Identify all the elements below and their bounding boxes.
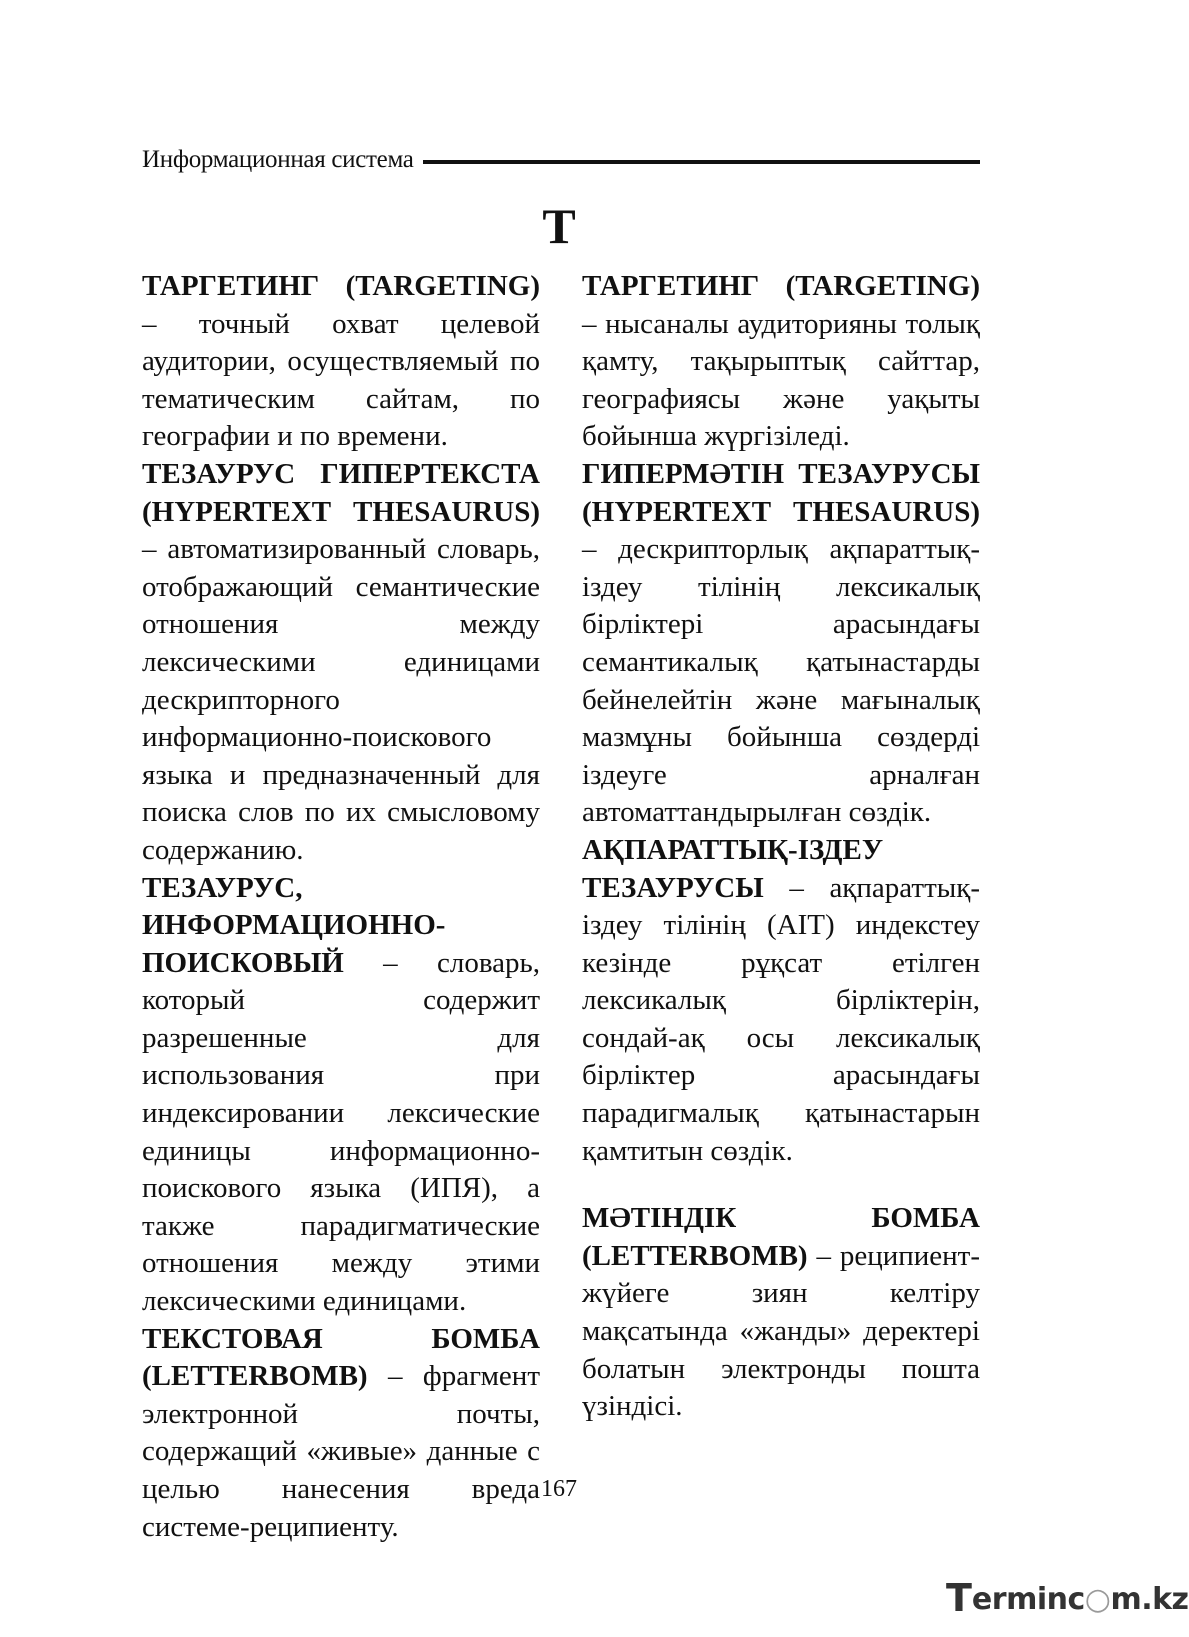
running-title: Информационная система — [142, 146, 414, 173]
glossary-entry-hypertext-thesaurus-ru — [142, 456, 540, 870]
logo-letter-t: T — [946, 1576, 972, 1620]
running-header — [142, 146, 980, 174]
entry-term: ТАРГЕТИНГ (TARGETING) — [582, 270, 980, 302]
russian-column — [142, 268, 540, 1546]
entry-term: ГИПЕРМӘТІН ТЕЗАУРУСЫ (HYPERTEXT THESAURUS) — [582, 457, 980, 528]
entry-term: ТЕЗАУРУС, ИНФОРМАЦИОННО-ПОИСКОВЫЙ — [142, 871, 446, 979]
glossary-entry-letterbomb-ru — [142, 1321, 540, 1547]
glossary-entry-targeting-ru — [142, 268, 540, 456]
glossary-entry-ir-thesaurus-ru — [142, 870, 540, 1321]
entry-definition: – ақпараттық-іздеу тілінің (АІТ) индекстеу кезінде рұқсат етілген лексикалық бірліктерін, сондай-ақ осы лексикалық бірліктер арасындағы парадигмалық қатынастарын қамтитын сөздік. — [582, 871, 980, 1167]
entry-definition: – словарь, который содержит разрешенные для использования при индексировании лексические единицы информационно-поискового языка (ИПЯ), а также парадигматические отношения между этими лексическими единицами. — [142, 946, 540, 1318]
entry-definition: – дескрипторлық ақпараттық-іздеу тілінің лексикалық бірліктері арасындағы семантикалық қатынастарды бейнелейтін және мағыналық мазмұны бойынша сөздерді іздеуге арналған автоматтандырылған сөздік. — [582, 533, 980, 829]
glossary-entry-ir-thesaurus-kk — [582, 832, 980, 1170]
entry-term: ТЕЗАУРУС ГИПЕРТЕКСТА (HYPERTEXT THESAURUS) — [142, 457, 540, 528]
kazakh-column — [582, 268, 980, 1426]
entry-definition: – автоматизированный словарь, отображающий семантические отношения между лексическими единицами дескрипторного информационно-поискового языка и предназначенный для поиска слов по их смысловому содержанию. — [142, 533, 540, 866]
page-number: 167 — [541, 1476, 577, 1502]
termincom-logo — [946, 1578, 1189, 1618]
entry-term: ТЕКСТОВАЯ БОМБА (LETTERBOMB) — [142, 1322, 540, 1393]
entry-definition: – точный охват целевой аудитории, осуществляемый по тематическим сайтам, по географии и по времени. — [142, 307, 540, 453]
header-rule — [423, 160, 980, 164]
glossary-entry-targeting-kk — [582, 268, 980, 456]
entry-term: МӘТІНДІК БОМБА (LETTERBOMB) — [582, 1202, 980, 1272]
section-letter: T — [542, 198, 576, 254]
entry-term: ТАРГЕТИНГ (TARGETING) — [142, 270, 540, 302]
entry-definition: – реципиент-жүйеге зиян келтіру мақсатында «жанды» деректері болатын электронды пошта үзіндісі. — [582, 1239, 980, 1423]
glossary-entry-hypertext-thesaurus-kk — [582, 456, 980, 832]
glossary-entry-letterbomb-kk — [582, 1200, 980, 1426]
logo-wordmark: erminc○m.kz — [971, 1582, 1189, 1617]
entry-term: АҚПАРАТТЫҚ-ІЗДЕУ ТЕЗАУРУСЫ — [582, 833, 884, 904]
entry-definition: – нысаналы аудиторияны толық қамту, тақырыптық сайттар, географиясы және уақыты бойынша жүргізіледі. — [582, 307, 980, 453]
entry-definition: – фрагмент электронной почты, содержащий «живые» данные с целью нанесения вреда системе-реципиенту. — [142, 1360, 540, 1543]
